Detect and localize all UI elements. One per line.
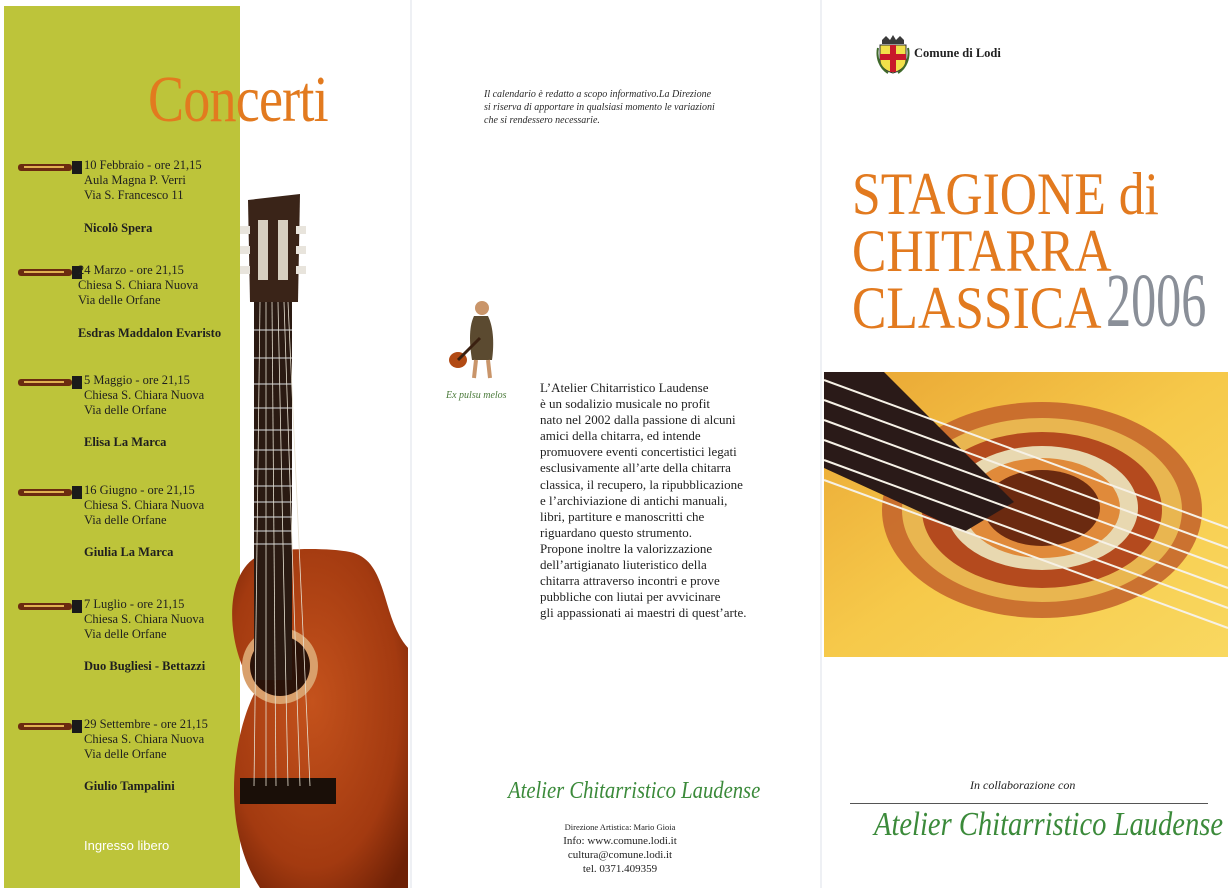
contact-email[interactable]: cultura@comune.lodi.it [567,849,673,861]
season-year: 2006 [1106,259,1207,343]
classical-guitar-illustration [230,180,408,888]
ingresso-libero: Ingresso libero [84,838,170,853]
season-title: STAGIONE di CHITARRA CLASSICA [852,161,1159,341]
event-performer: Elisa La Marca [84,435,167,449]
event-address: Via delle Orfane [84,403,167,417]
event-date: 16 Giugno - ore 21,15 [84,483,195,497]
collaboration-label: In collaborazione con [970,778,1076,792]
event-address: Via delle Orfane [78,293,161,307]
event-address: Via delle Orfane [84,627,167,641]
guitarist-figure-icon [446,298,506,382]
event-date: 29 Settembre - ore 21,15 [84,717,208,731]
event-performer: Nicolò Spera [84,221,153,235]
event-date: 10 Febbraio - ore 21,15 [84,158,202,172]
atelier-logo-text: Atelier Chitarristico Laudense [508,778,761,804]
contact-phone: tel. 0371.409359 [582,863,658,875]
fold-line [820,0,822,888]
guitar-icon [18,160,90,174]
event-performer: Esdras Maddalon Evaristo [78,326,222,340]
concerts-panel [0,0,408,888]
guitar-icon [18,599,90,613]
event-date: 24 Marzo - ore 21,15 [78,263,184,277]
guitar-closeup-photo [824,372,1228,657]
atelier-logo-text: Atelier Chitarristico Laudense [874,806,1224,843]
comune-di-lodi: Comune di Lodi [914,46,1001,60]
concerti-title: Concerti [148,63,328,136]
event-performer: Giulia La Marca [84,545,174,559]
info-website[interactable]: Info: www.comune.lodi.it [563,835,677,847]
guitar-icon [18,485,90,499]
fold-line [410,0,412,888]
event-venue: Chiesa S. Chiara Nuova [78,278,199,292]
lodi-crest-icon [876,34,910,74]
event-venue: Chiesa S. Chiara Nuova [84,612,205,626]
guitar-icon [18,375,90,389]
divider [850,803,1208,804]
guitar-icon [18,719,90,733]
event-address: Via delle Orfane [84,513,167,527]
event-venue: Chiesa S. Chiara Nuova [84,388,205,402]
mascot-caption: Ex pulsu melos [446,390,507,401]
disclaimer: Il calendario è redatto a scopo informativo.La Direzione si riserva di apportare in qualsiasi momento le variazioni che si rendessero necessarie. [484,89,715,126]
event-venue: Chiesa S. Chiara Nuova [84,498,205,512]
event-performer: Giulio Tampalini [84,779,175,793]
about-text: L’Atelier Chitarristico Laudense è un sodalizio musicale no profit nato nel 2002 dalla passione di alcuni amici della chitarra, ed intende promuovere eventi concertistici legati esclusivamente all’arte della chitarra classica, il recupero, la ripubblicazione e l’archiviazione di antichi manuali, libri, partiture e manoscritti che riguardano questo strumento. Propone inoltre la valorizzazione dell’artigianato liuteristico della chitarra attraverso incontri e prove pubbliche con liutai per avvicinare gli appassionati ai maestri di quest’arte. [540,380,747,621]
event-date: 7 Luglio - ore 21,15 [84,597,185,611]
event-date: 5 Maggio - ore 21,15 [84,373,190,387]
event-address: Via delle Orfane [84,747,167,761]
event-address: Via S. Francesco 11 [84,188,184,202]
event-venue: Chiesa S. Chiara Nuova [84,732,205,746]
contacts [520,820,720,876]
event-performer: Duo Bugliesi - Bettazzi [84,659,206,673]
event-venue: Aula Magna P. Verri [84,173,186,187]
direzione-artistica: Direzione Artistica: Mario Gioia [564,822,676,832]
